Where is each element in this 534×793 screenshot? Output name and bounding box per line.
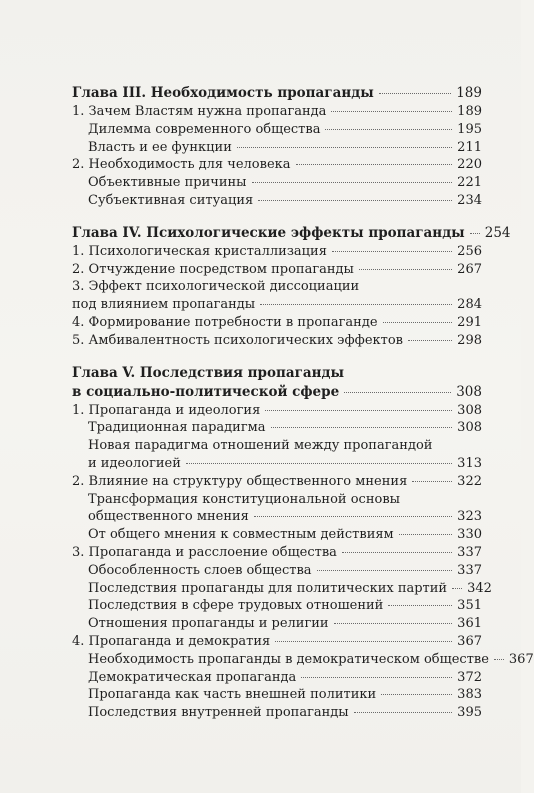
toc-subsection-entry[interactable] — [72, 704, 482, 722]
toc-section-entry[interactable] — [72, 332, 482, 350]
dot-leader — [359, 269, 452, 270]
toc-subsection-entry[interactable] — [72, 526, 482, 544]
toc-subsection-entry[interactable] — [72, 455, 482, 473]
toc-entry-text: Субъективная ситуация — [88, 192, 254, 208]
toc-section-entry[interactable] — [72, 314, 482, 332]
page-number: 189 — [457, 104, 482, 119]
toc-entry-text: 2. Необходимость для человека — [72, 157, 291, 173]
toc-entry-text: под влиянием пропаганды — [72, 297, 256, 313]
page-number: 351 — [457, 598, 482, 614]
page-number: 330 — [457, 527, 482, 543]
page-number: 323 — [457, 509, 482, 525]
dot-leader — [332, 251, 452, 252]
dot-leader — [325, 129, 452, 130]
dot-leader — [342, 552, 452, 553]
dot-leader — [452, 588, 462, 589]
page-number: 308 — [457, 402, 482, 418]
page-number: 367 — [457, 633, 482, 649]
toc-subsection-entry[interactable] — [72, 121, 482, 139]
toc-subsection-entry[interactable] — [72, 437, 482, 455]
dot-leader — [381, 694, 452, 695]
page-number: 308 — [457, 420, 482, 436]
page-number: 298 — [457, 332, 482, 348]
chapter-title-text: Глава V. Последствия пропаганды — [72, 364, 345, 381]
dot-leader — [275, 641, 452, 642]
dot-leader — [258, 200, 452, 201]
dot-leader — [252, 182, 453, 183]
page-number: 367 — [508, 651, 534, 667]
page-number: 337 — [457, 562, 482, 578]
page-number: 337 — [457, 544, 482, 560]
toc-entry-text: Объективные причины — [88, 175, 247, 191]
toc-section-entry[interactable] — [72, 278, 482, 296]
chapter-title — [72, 84, 482, 103]
toc-entry-text: 3. Пропаганда и расслоение общества — [72, 544, 337, 560]
page-number: 234 — [457, 192, 482, 208]
toc-subsection-entry[interactable] — [72, 651, 534, 669]
toc-entry-text: и идеологией — [88, 455, 181, 471]
table-of-contents — [72, 84, 534, 736]
chapter-section — [72, 84, 482, 210]
dot-leader — [408, 340, 452, 341]
page-number: 221 — [457, 175, 482, 191]
page-number: 322 — [457, 473, 482, 489]
dot-leader — [383, 322, 453, 323]
chapter-section — [72, 364, 534, 722]
toc-entry-text: 2. Отчуждение посредством пропаганды — [72, 261, 354, 277]
toc-section-entry[interactable] — [72, 633, 482, 651]
toc-entry-text: Новая парадигма отношений между пропагандой — [88, 438, 433, 454]
toc-entry-text: 1. Психологическая кристаллизация — [72, 243, 327, 259]
toc-subsection-entry[interactable] — [72, 491, 482, 509]
page-number: 220 — [457, 157, 482, 173]
dot-leader — [186, 463, 452, 464]
page-number: 308 — [456, 383, 482, 400]
toc-entry-text: 3. Эффект психологической диссоциации — [72, 279, 360, 295]
page-number: 372 — [457, 669, 482, 685]
toc-subsection-entry[interactable] — [72, 597, 482, 615]
chapter-title-text: в социально-политической сфере — [72, 383, 340, 400]
toc-entry-text: От общего мнения к совместным действиям — [88, 527, 394, 543]
chapter-title-text: Глава IV. Психологические эффекты пропаганды — [72, 224, 465, 241]
page-number: 211 — [457, 139, 482, 155]
toc-entry-text: 1. Пропаганда и идеология — [72, 402, 261, 418]
toc-subsection-entry[interactable] — [72, 419, 482, 437]
dot-leader — [379, 93, 451, 94]
toc-subsection-entry[interactable] — [72, 174, 482, 192]
toc-section-entry[interactable] — [72, 156, 482, 174]
toc-section-entry[interactable] — [72, 261, 482, 279]
toc-entry-text: 2. Влияние на структуру общественного мнения — [72, 473, 408, 489]
toc-entry-text: Отношения пропаганды и религии — [88, 616, 329, 632]
toc-entry-text: Последствия в сфере трудовых отношений — [88, 598, 384, 614]
chapter-title — [72, 383, 482, 402]
dot-leader — [271, 427, 453, 428]
page-number: 361 — [457, 616, 482, 632]
chapter-section — [72, 224, 511, 350]
chapter-title — [72, 224, 511, 243]
dot-leader — [388, 605, 452, 606]
dot-leader — [265, 410, 452, 411]
page-number: 256 — [457, 243, 482, 259]
toc-subsection-entry[interactable] — [72, 686, 482, 704]
toc-entry-text: Традиционная парадигма — [88, 420, 266, 436]
toc-entry-text: 4. Пропаганда и демократия — [72, 633, 271, 649]
page-number: 313 — [457, 455, 482, 471]
toc-entry-text: Власть и ее функции — [88, 139, 232, 155]
toc-entry-text: Обособленность слоев общества — [88, 562, 312, 578]
toc-entry-text: общественного мнения — [88, 509, 249, 525]
toc-entry-text: Демократическая пропаганда — [88, 669, 297, 685]
page-number: 342 — [467, 580, 492, 596]
chapter-title — [72, 364, 482, 383]
page-number: 383 — [457, 687, 482, 703]
dot-leader — [354, 712, 453, 713]
dot-leader — [344, 392, 451, 393]
dot-leader — [260, 304, 452, 305]
toc-entry-text: Дилемма современного общества — [88, 121, 321, 137]
dot-leader — [331, 111, 452, 112]
page-number: 189 — [456, 85, 482, 101]
toc-entry-text: Трансформация конституциональной основы — [88, 491, 400, 507]
toc-subsection-entry[interactable] — [72, 615, 482, 633]
dot-leader — [470, 233, 480, 234]
toc-entry-text: 5. Амбивалентность психологических эффектов — [72, 332, 403, 348]
page-number: 195 — [457, 121, 482, 137]
chapter-title-text: Глава III. Необходимость пропаганды — [72, 85, 374, 101]
page-number: 291 — [457, 314, 482, 330]
toc-subsection-entry[interactable] — [72, 669, 482, 687]
dot-leader — [399, 534, 453, 535]
toc-section-entry[interactable] — [72, 402, 482, 420]
toc-subsection-entry[interactable] — [72, 580, 492, 598]
toc-entry-text: 1. Зачем Властям нужна пропаганда — [72, 104, 327, 119]
page-number: 284 — [457, 297, 482, 313]
toc-section-entry[interactable] — [72, 103, 482, 121]
toc-entry-text: Последствия внутренней пропаганды — [88, 705, 349, 721]
toc-subsection-entry[interactable] — [72, 192, 482, 210]
dot-leader — [296, 164, 453, 165]
toc-subsection-entry[interactable] — [72, 139, 482, 157]
page-number: 395 — [457, 705, 482, 721]
toc-subsection-entry[interactable] — [72, 562, 482, 580]
dot-leader — [254, 516, 452, 517]
toc-subsection-entry[interactable] — [72, 508, 482, 526]
dot-leader — [334, 623, 453, 624]
toc-section-entry[interactable] — [72, 544, 482, 562]
dot-leader — [412, 481, 452, 482]
page-number: 254 — [484, 224, 511, 241]
dot-leader — [237, 147, 452, 148]
dot-leader — [317, 570, 453, 571]
toc-entry-text: 4. Формирование потребности в пропаганде — [72, 314, 378, 330]
toc-section-entry[interactable] — [72, 296, 482, 314]
toc-section-entry[interactable] — [72, 243, 482, 261]
toc-entry-text: Пропаганда как часть внешней политики — [88, 687, 377, 703]
dot-leader — [301, 677, 452, 678]
toc-entry-text: Последствия пропаганды для политических партий — [88, 580, 448, 596]
toc-entry-text: Необходимость пропаганды в демократическом обществе — [88, 651, 489, 667]
dot-leader — [494, 659, 504, 660]
toc-section-entry[interactable] — [72, 473, 482, 491]
page-number: 267 — [457, 261, 482, 277]
